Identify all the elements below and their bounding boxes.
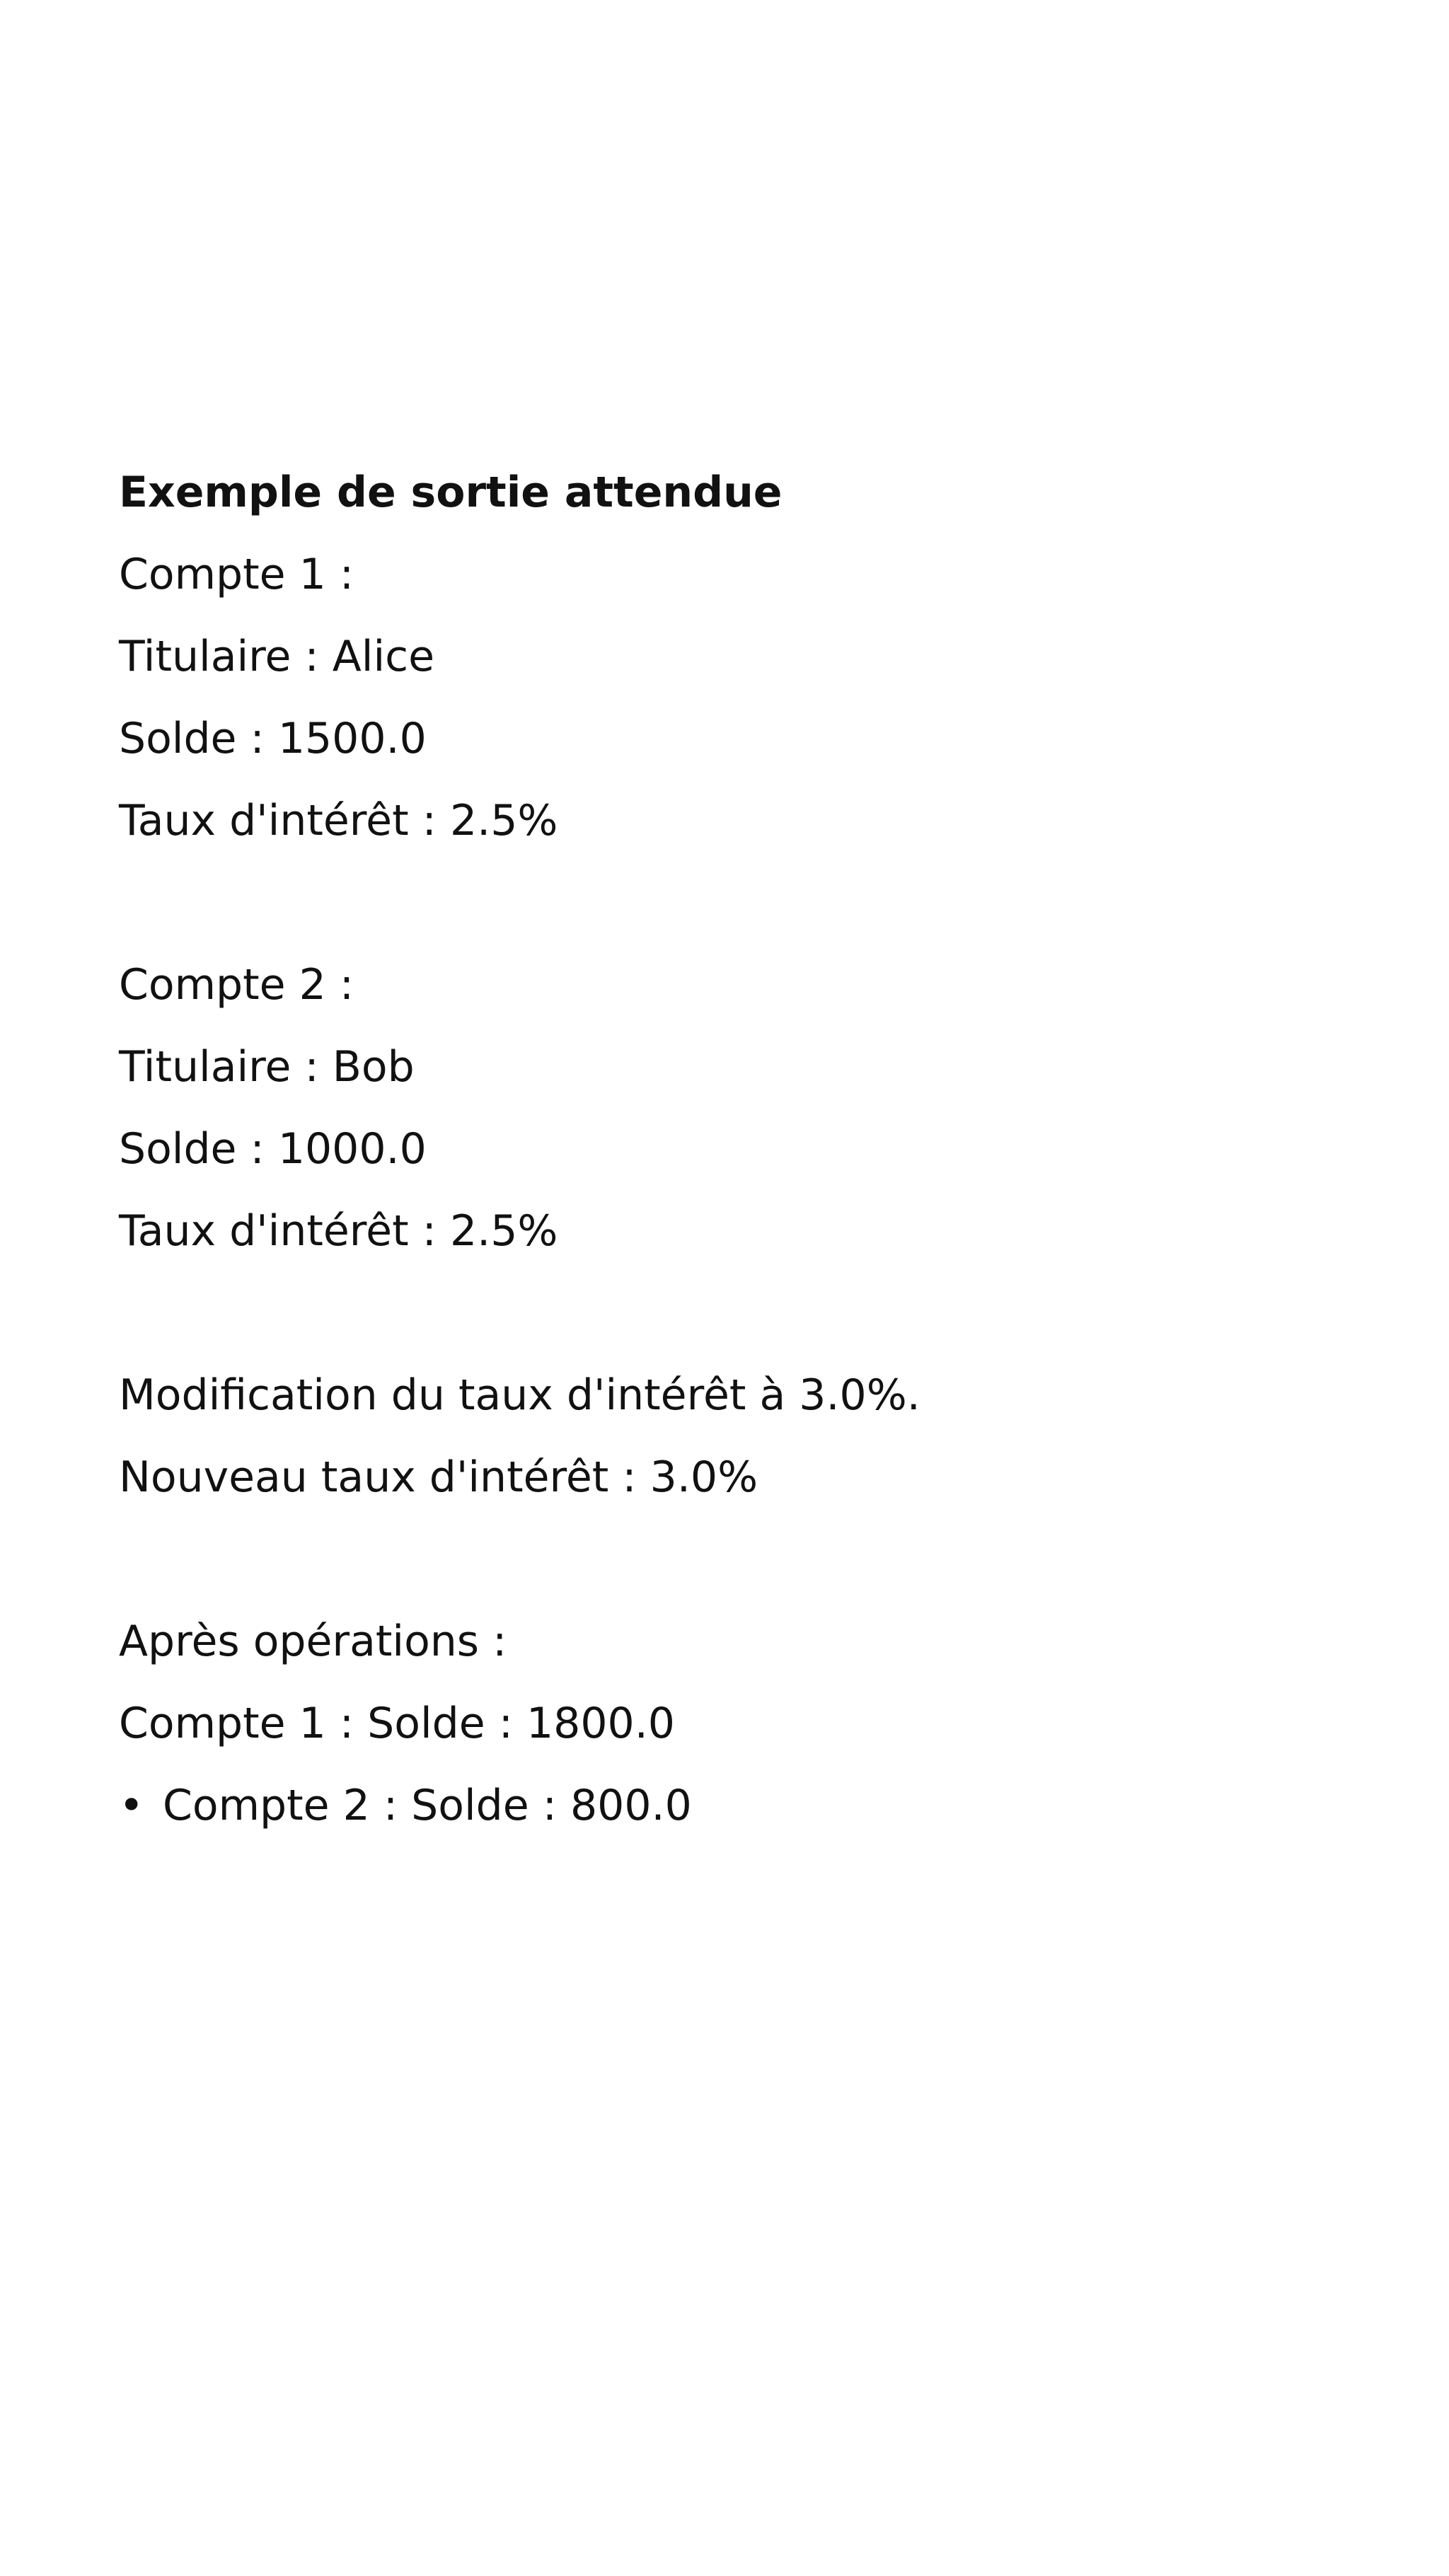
rate-change-message: Modification du taux d'intérêt à 3.0%. [119, 1370, 920, 1420]
section-heading: Exemple de sortie attendue [119, 468, 783, 517]
account2-holder: Titulaire : Bob [119, 1042, 415, 1092]
after-account2-balance: Compte 2 : Solde : 800.0 [163, 1781, 692, 1830]
account1-holder: Titulaire : Alice [119, 632, 435, 681]
bullet-icon: • [119, 1781, 144, 1830]
account1-title: Compte 1 : [119, 550, 354, 599]
after-account1-balance: Compte 1 : Solde : 1800.0 [119, 1699, 675, 1748]
account1-rate: Taux d'intérêt : 2.5% [119, 796, 558, 845]
list-item [119, 1764, 1392, 1847]
after-operations-title: Après opérations : [119, 1617, 507, 1666]
account1-balance: Solde : 1500.0 [119, 714, 427, 763]
new-rate-line: Nouveau taux d'intérêt : 3.0% [119, 1452, 758, 1502]
account2-rate: Taux d'intérêt : 2.5% [119, 1206, 558, 1256]
account2-title: Compte 2 : [119, 960, 354, 1010]
document-body [119, 451, 1392, 1847]
spacer [119, 862, 1392, 944]
spacer [119, 1518, 1392, 1600]
account2-balance: Solde : 1000.0 [119, 1124, 427, 1174]
spacer [119, 1272, 1392, 1354]
